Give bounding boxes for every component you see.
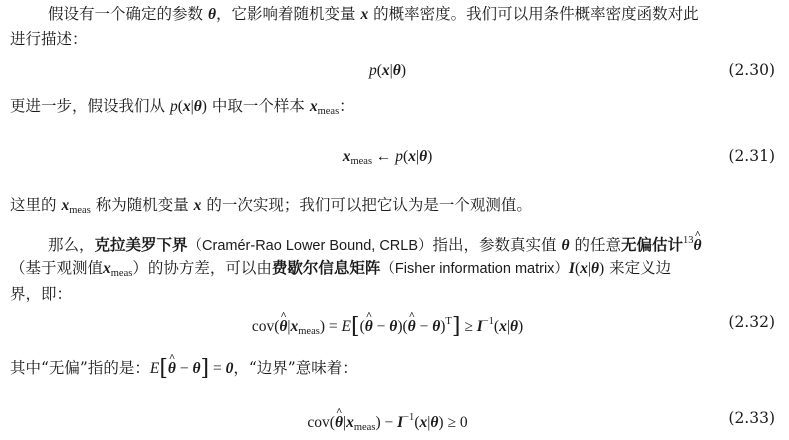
text: ： xyxy=(339,97,355,115)
inverse-superscript: −1 xyxy=(482,316,494,327)
paren: ) xyxy=(438,414,444,431)
theta-symbol: θ xyxy=(561,237,570,254)
text: 其中“无偏”指的是： xyxy=(10,359,150,377)
paragraph-3 xyxy=(10,194,779,222)
theta-hat-symbol: ^ θ xyxy=(365,315,373,339)
equation-2-33 xyxy=(0,406,775,433)
given-bar: | xyxy=(287,318,291,335)
text: 那么， xyxy=(48,236,95,254)
geq-zero: ≥ 0 xyxy=(443,414,468,431)
theta-symbol: θ xyxy=(509,318,518,335)
p-symbol: p xyxy=(369,62,377,79)
x-symbol: x xyxy=(290,318,299,335)
left-bracket: [ xyxy=(159,356,168,381)
equation-number: (2.33) xyxy=(728,409,775,427)
text: ，“边界”意味着： xyxy=(233,359,358,377)
theta-symbol: θ xyxy=(389,318,398,335)
theta-symbol: θ xyxy=(419,148,428,165)
minus: ) − xyxy=(375,414,398,431)
paren: ( xyxy=(414,414,420,431)
cov-label: cov( xyxy=(251,318,280,335)
I-symbol: I xyxy=(476,318,483,335)
x-symbol: x xyxy=(103,260,111,277)
theta-hat-symbol: ^ θ xyxy=(168,358,176,380)
equation-number: (2.32) xyxy=(728,313,775,331)
x-symbol: x xyxy=(342,148,351,165)
meas-subscript: meas xyxy=(350,156,373,167)
transpose-superscript: T xyxy=(445,316,452,327)
x-symbol: x xyxy=(408,148,416,165)
text: 的任意 xyxy=(574,236,621,254)
paren: ) xyxy=(400,62,406,79)
minus: − xyxy=(175,360,193,377)
zero-vector: 0 xyxy=(225,360,234,377)
given-bar: | xyxy=(415,148,420,165)
theta-symbol: θ xyxy=(432,318,441,335)
I-symbol: I xyxy=(568,260,575,277)
paren: ( xyxy=(403,148,409,165)
paren: ( xyxy=(359,318,365,335)
equation-body xyxy=(0,144,775,174)
x-symbol: x xyxy=(309,98,318,115)
text: 界，即： xyxy=(10,285,73,303)
text: ，它影响着随机变量 xyxy=(216,5,356,23)
paren: ( xyxy=(177,98,183,115)
given-bar: | xyxy=(506,318,510,335)
paren: ) xyxy=(599,260,605,277)
text: ）的协方差，可以由 xyxy=(132,259,272,277)
text: 的概率密度。我们可以用条件概率密度函数对此 xyxy=(373,5,699,23)
paragraph-4-line-1 xyxy=(48,230,779,257)
text: 更进一步，假设我们从 xyxy=(10,97,166,115)
paragraph-1-line-1 xyxy=(48,3,779,26)
text: 的一次实现；我们可以把它认为是一个观测值。 xyxy=(206,196,532,214)
theta-symbol: θ xyxy=(392,62,401,79)
theta-hat-symbol: ^ θ xyxy=(693,235,701,257)
footnote-marker[interactable]: 13 xyxy=(682,235,694,246)
paragraph-2 xyxy=(10,95,779,123)
equation-2-31 xyxy=(0,144,775,168)
paragraph-5 xyxy=(10,357,779,380)
minus: − xyxy=(415,318,433,335)
paren: ( xyxy=(376,62,382,79)
text: 假设有一个确定的参数 xyxy=(48,5,204,23)
equation-2-30 xyxy=(0,58,775,82)
x-symbol: x xyxy=(580,260,588,277)
x-symbol: x xyxy=(182,98,191,115)
expectation-symbol: E xyxy=(149,360,160,377)
equation-2-32 xyxy=(0,310,775,339)
equation-body xyxy=(0,58,775,83)
fisher-term: 费歇尔信息矩阵 xyxy=(271,258,381,277)
right-bracket: ] xyxy=(200,356,210,381)
text: 中取一个样本 xyxy=(211,97,305,115)
p-symbol: p xyxy=(395,148,404,165)
x-symbol: x xyxy=(381,62,390,79)
theta-hat-symbol: ^ θ xyxy=(408,315,416,339)
text: 这里的 xyxy=(10,196,57,214)
minus: − xyxy=(372,318,390,335)
paren: ) xyxy=(201,98,207,115)
x-symbol: x xyxy=(193,197,202,214)
left-arrow: ← xyxy=(372,148,396,165)
meas-subscript: meas xyxy=(317,106,340,117)
x-symbol: x xyxy=(419,414,428,431)
paren: ) xyxy=(518,318,524,335)
x-symbol: x xyxy=(360,6,369,23)
meas-subscript: meas xyxy=(298,326,320,337)
given-bar: | xyxy=(427,414,431,431)
meas-subscript: meas xyxy=(69,205,91,216)
expectation-symbol: E xyxy=(341,318,351,335)
text: （基于观测值 xyxy=(10,259,104,277)
left-bracket: [ xyxy=(350,314,360,339)
I-symbol: I xyxy=(397,414,404,431)
paragraph-4-line-3 xyxy=(10,283,779,305)
theta-hat-symbol: ^ θ xyxy=(335,411,343,435)
paragraph-4-line-2 xyxy=(10,257,779,285)
crlb-term: 克拉美罗下界 xyxy=(94,235,188,254)
x-symbol: x xyxy=(61,197,70,214)
given-bar: | xyxy=(343,414,347,431)
x-symbol: x xyxy=(346,414,354,431)
paren: ) xyxy=(440,318,446,335)
cov-label: cov( xyxy=(307,414,335,431)
crlb-english: （Cramér-Rao Lower Bound, CRLB） xyxy=(187,238,433,254)
right-bracket: ] xyxy=(451,314,461,339)
unbiased-term: 无偏估计 xyxy=(620,235,683,254)
equation-body xyxy=(0,406,775,440)
paren: ( xyxy=(493,318,500,335)
equation-body xyxy=(0,310,775,344)
equals: ) = xyxy=(319,318,342,335)
meas-subscript: meas xyxy=(110,268,133,279)
theta-symbol: θ xyxy=(207,6,216,23)
text: 进行描述： xyxy=(10,30,88,48)
p-symbol: p xyxy=(169,98,178,115)
equation-number: (2.31) xyxy=(728,147,775,165)
theta-symbol: θ xyxy=(430,414,439,431)
x-symbol: x xyxy=(499,318,507,335)
inverse-superscript: −1 xyxy=(403,412,415,423)
equation-number: (2.30) xyxy=(728,61,775,79)
paren: ( xyxy=(574,260,581,277)
equals: = xyxy=(209,360,226,377)
paren: ) xyxy=(427,148,433,165)
text: 来定义边 xyxy=(609,259,672,277)
paren: )( xyxy=(397,318,408,335)
fisher-english: （Fisher information matrix） xyxy=(380,261,569,277)
geq: ≥ xyxy=(460,318,477,335)
given-bar: | xyxy=(389,62,393,79)
text: 称为随机变量 xyxy=(95,196,189,214)
theta-symbol: θ xyxy=(192,360,201,377)
given-bar: | xyxy=(587,260,591,277)
paragraph-1-line-2 xyxy=(10,28,779,50)
meas-subscript: meas xyxy=(353,422,376,433)
given-bar: | xyxy=(190,98,194,115)
theta-hat-symbol: ^ θ xyxy=(279,315,287,339)
text: 指出，参数真实值 xyxy=(432,236,557,254)
theta-symbol: θ xyxy=(193,98,202,115)
theta-symbol: θ xyxy=(591,260,600,277)
